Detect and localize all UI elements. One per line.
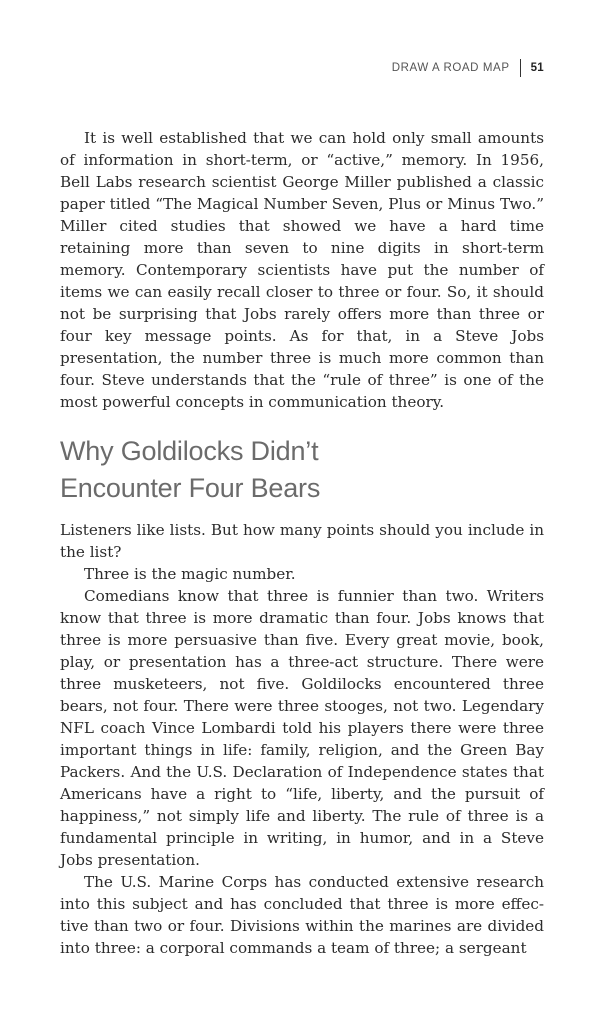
paragraph: Comedians know that three is funnier than two. Writers know that three is more dramatic than four. Jobs knows that three is more persuasive than five. Every great movie, book, play, or presentation has a three-act structure. There were three musketeers, not five. Goldilocks encountered three bears, not four. There were three stooges, not two. Legendary NFL coach Vince Lombardi told his players there were three important things in life: family, religion, and the Green Bay Packers. And the U.S. Declaration of Independence states that Americans have a right to “life, liberty, and the pursuit of happiness,” not simply life and liberty. The rule of three is a fundamental principle in writing, in humor, and in a Steve Jobs presentation. [60,587,544,869]
paragraph: Three is the magic number. [84,565,296,583]
section-heading-line-1: Why Goldilocks Didn’t [60,436,319,466]
page-number: 51 [530,62,544,74]
running-head [392,58,544,78]
paragraph: It is well established that we can hold only small amounts of information in short-term, or “active,” memory. In 1956, Bell Labs research scientist George Miller published a classic paper titled “The Magical Number Seven, Plus or Minus Two.” Miller cited studies that showed we have a hard time retaining more than seven to nine digits in short-term memory. Contemporary scientists have put the number of items we can easily recall closer to three or four. So, it should not be surprising that Jobs rarely offers more than three or four key message points. As for that, in a Steve Jobs presentation, the number three is much more common than four. Steve understands that the “rule of three” is one of the most powerful concepts in communication theory. [60,129,544,411]
paragraph: Listeners like lists. But how many points should you include in the list? [60,521,544,561]
running-head-divider [520,59,521,77]
body-text-section-2 [60,519,544,959]
body-text-section-1 [60,127,544,413]
paragraph: The U.S. Marine Corps has conducted extensive research into this subject and has concluded that three is more effective than two or four. Divisions within the marines are divided into three: a corporal commands a team of three; a sergeant [60,873,544,957]
section-heading-line-2: Encounter Four Bears [60,473,321,503]
running-head-title: DRAW A ROAD MAP [391,62,510,74]
section-heading [60,433,544,507]
